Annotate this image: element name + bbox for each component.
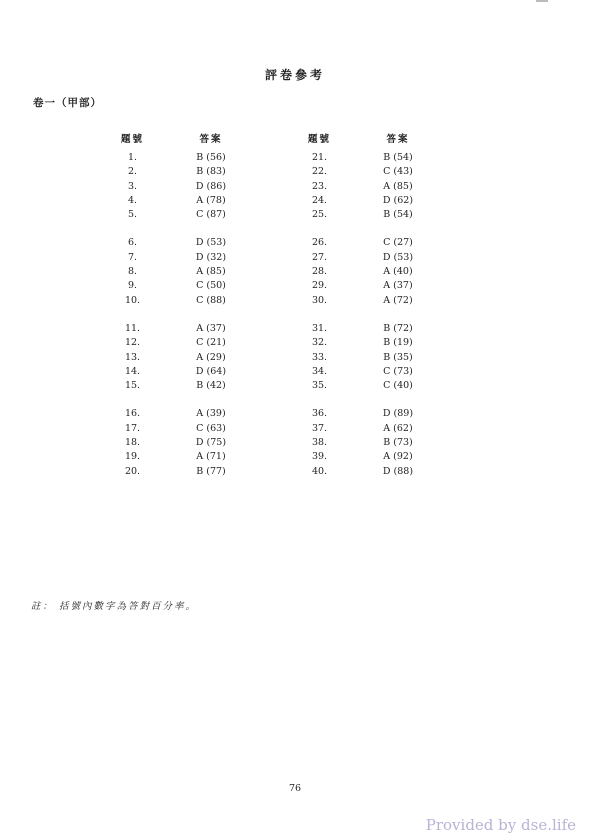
column-spacer xyxy=(247,365,277,379)
answer-cell: B (83) xyxy=(196,166,226,178)
group-gap-cell xyxy=(90,308,434,322)
question-number-cell: 40. xyxy=(311,465,328,477)
corner-mark xyxy=(536,0,548,2)
table-row xyxy=(90,436,434,450)
question-number-cell: 29. xyxy=(311,280,328,292)
table-row xyxy=(90,450,434,464)
table-row xyxy=(90,165,434,179)
question-number-cell: 3. xyxy=(127,180,138,192)
answer-cell: B (56) xyxy=(196,152,226,163)
question-number-cell: 26. xyxy=(311,237,328,249)
page-title: 評卷參考 xyxy=(264,68,325,82)
table-row xyxy=(90,151,434,165)
column-spacer xyxy=(247,165,277,179)
group-gap xyxy=(90,308,434,322)
question-number-cell: 8. xyxy=(127,266,138,278)
group-gap xyxy=(90,393,434,407)
group-gap-cell xyxy=(90,222,434,236)
answer-cell: A (85) xyxy=(196,266,226,278)
question-number-cell: 35. xyxy=(311,380,328,392)
table-row xyxy=(90,194,434,208)
table-row xyxy=(90,208,434,222)
question-number-cell: 17. xyxy=(124,422,141,434)
question-number-cell: 10. xyxy=(124,294,141,306)
question-number-cell: 25. xyxy=(311,209,328,221)
question-number-cell: 11. xyxy=(124,322,141,334)
answer-cell: A (71) xyxy=(196,451,226,463)
question-number-cell: 27. xyxy=(311,251,328,263)
answer-cell: C (40) xyxy=(383,380,413,392)
column-spacer xyxy=(247,265,277,279)
table-row xyxy=(90,294,434,308)
answer-table-body xyxy=(90,151,434,479)
column-spacer xyxy=(247,407,277,421)
answer-cell: B (19) xyxy=(383,337,413,349)
answer-cell: A (85) xyxy=(383,180,413,192)
column-spacer xyxy=(247,436,277,450)
answer-cell: B (54) xyxy=(383,152,413,163)
column-spacer xyxy=(247,251,277,265)
column-spacer xyxy=(247,351,277,365)
answer-cell: D (88) xyxy=(382,465,414,477)
column-spacer xyxy=(247,279,277,293)
column-spacer xyxy=(247,180,277,194)
question-number-cell: 4. xyxy=(127,194,138,206)
table-row xyxy=(90,422,434,436)
question-number-cell: 24. xyxy=(311,194,328,206)
answer-cell: D (53) xyxy=(195,237,227,249)
column-spacer xyxy=(247,208,277,222)
question-number-cell: 38. xyxy=(311,437,328,449)
table-row xyxy=(90,351,434,365)
answer-cell: C (21) xyxy=(196,337,226,349)
answer-cell: A (37) xyxy=(196,322,226,334)
answer-cell: B (77) xyxy=(196,465,226,477)
table-row xyxy=(90,236,434,250)
answer-cell: D (64) xyxy=(195,365,227,377)
column-spacer xyxy=(247,194,277,208)
question-number-cell: 23. xyxy=(311,180,328,192)
table-row xyxy=(90,365,434,379)
question-number-cell: 21. xyxy=(311,152,328,163)
question-number-cell: 14. xyxy=(124,365,141,377)
question-number-cell: 34. xyxy=(311,365,328,377)
answer-cell: B (42) xyxy=(196,380,226,392)
answer-cell: A (40) xyxy=(383,266,413,278)
answer-cell: C (87) xyxy=(196,209,226,221)
answer-table xyxy=(90,131,434,479)
page-number: 76 xyxy=(288,783,302,794)
header-answer-2: 答案 xyxy=(386,134,410,145)
answer-cell: B (35) xyxy=(383,351,413,363)
header-question-number-1: 題號 xyxy=(120,134,144,145)
column-spacer xyxy=(247,422,277,436)
column-spacer xyxy=(247,336,277,350)
column-spacer xyxy=(247,131,277,151)
table-row xyxy=(90,279,434,293)
answer-cell: B (54) xyxy=(383,209,413,221)
answer-cell: C (43) xyxy=(383,166,413,178)
question-number-cell: 9. xyxy=(127,280,138,292)
answer-cell: A (92) xyxy=(383,451,413,463)
answer-cell: B (73) xyxy=(383,437,413,449)
table-row xyxy=(90,265,434,279)
group-gap-cell xyxy=(90,393,434,407)
answer-cell: D (86) xyxy=(195,180,227,192)
question-number-cell: 31. xyxy=(311,322,328,334)
table-row xyxy=(90,322,434,336)
answer-cell: C (88) xyxy=(196,294,226,306)
question-number-cell: 33. xyxy=(311,351,328,363)
answer-cell: C (73) xyxy=(383,365,413,377)
column-spacer xyxy=(247,151,277,165)
column-spacer xyxy=(247,450,277,464)
answer-cell: A (78) xyxy=(196,194,226,206)
answer-cell: C (50) xyxy=(196,280,226,292)
answer-cell: D (62) xyxy=(382,194,414,206)
answer-cell: C (27) xyxy=(383,237,413,249)
answer-cell: A (62) xyxy=(383,422,413,434)
question-number-cell: 5. xyxy=(127,209,138,221)
column-spacer xyxy=(247,379,277,393)
question-number-cell: 13. xyxy=(124,351,141,363)
answer-cell: C (63) xyxy=(196,422,226,434)
question-number-cell: 16. xyxy=(124,408,141,420)
section-title: 卷一（甲部） xyxy=(33,97,102,109)
table-row xyxy=(90,407,434,421)
question-number-cell: 7. xyxy=(127,251,138,263)
question-number-cell: 32. xyxy=(311,337,328,349)
question-number-cell: 12. xyxy=(124,337,141,349)
footer-credit: Provided by dse.life xyxy=(425,816,576,834)
answer-cell: B (72) xyxy=(383,322,413,334)
answer-cell: A (29) xyxy=(196,351,226,363)
question-number-cell: 30. xyxy=(311,294,328,306)
table-row xyxy=(90,180,434,194)
question-number-cell: 28. xyxy=(311,266,328,278)
answer-cell: A (39) xyxy=(196,408,226,420)
table-row xyxy=(90,379,434,393)
question-number-cell: 39. xyxy=(311,451,328,463)
column-spacer xyxy=(247,322,277,336)
question-number-cell: 6. xyxy=(127,237,138,249)
question-number-cell: 15. xyxy=(124,380,141,392)
group-gap xyxy=(90,222,434,236)
question-number-cell: 37. xyxy=(311,422,328,434)
question-number-cell: 20. xyxy=(124,465,141,477)
table-row xyxy=(90,465,434,479)
question-number-cell: 19. xyxy=(124,451,141,463)
answer-cell: D (75) xyxy=(195,437,227,449)
answer-cell: A (72) xyxy=(383,294,413,306)
column-spacer xyxy=(247,294,277,308)
footnote: 註： 括號內數字為答對百分率。 xyxy=(31,601,198,612)
table-row xyxy=(90,251,434,265)
header-answer-1: 答案 xyxy=(199,134,223,145)
answer-cell: D (89) xyxy=(382,408,414,420)
column-spacer xyxy=(247,465,277,479)
question-number-cell: 18. xyxy=(124,437,141,449)
question-number-cell: 1. xyxy=(127,152,138,163)
answer-cell: A (37) xyxy=(383,280,413,292)
question-number-cell: 22. xyxy=(311,166,328,178)
table-header-row xyxy=(90,131,434,151)
header-question-number-2: 題號 xyxy=(307,134,331,145)
table-row xyxy=(90,336,434,350)
column-spacer xyxy=(247,236,277,250)
answer-cell: D (53) xyxy=(382,251,414,263)
question-number-cell: 2. xyxy=(127,166,138,178)
answer-cell: D (32) xyxy=(195,251,227,263)
question-number-cell: 36. xyxy=(311,408,328,420)
